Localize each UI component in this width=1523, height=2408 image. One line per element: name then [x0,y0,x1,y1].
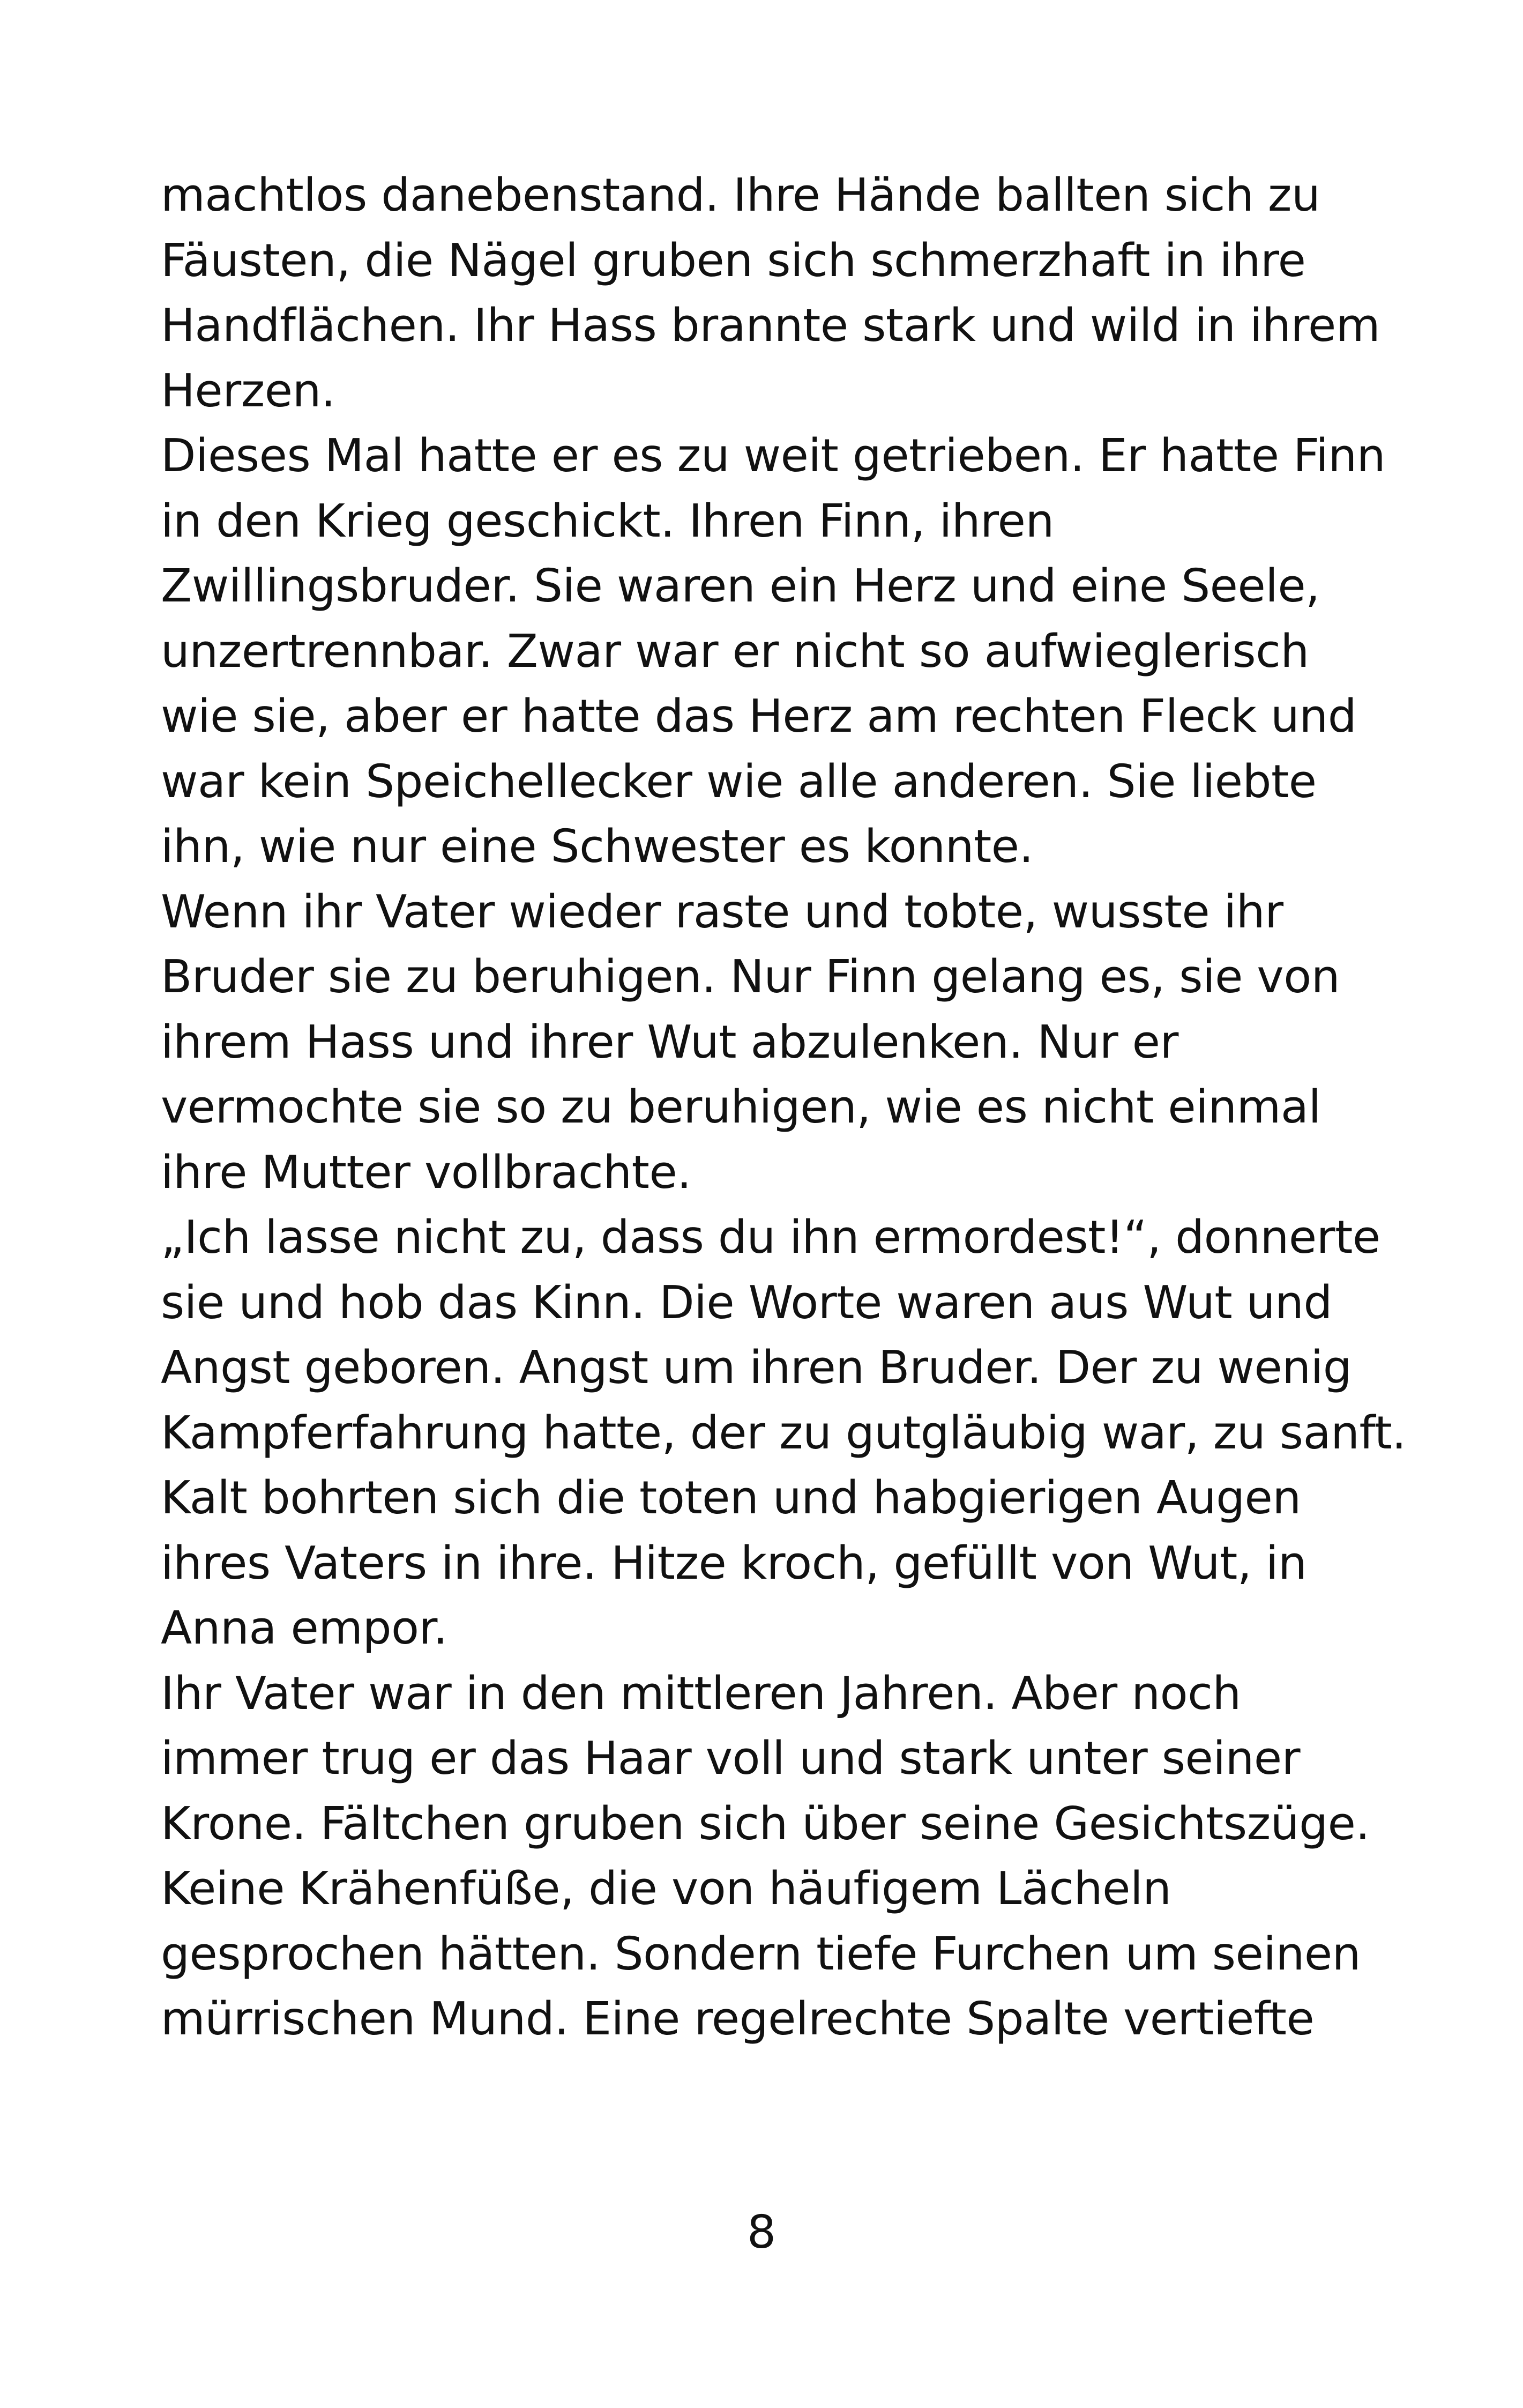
text-line: ihn, wie nur eine Schwester es konnte. [161,820,1034,873]
text-line: in den Krieg geschickt. Ihren Finn, ihren [161,494,1054,548]
text-line: Bruder sie zu beruhigen. Nur Finn gelang es, sie von [161,950,1340,1004]
text-line: Fäusten, die Nägel gruben sich schmerzhaft in ihre [161,234,1306,287]
body-text [161,163,1406,2052]
text-line: Wenn ihr Vater wieder raste und tobte, wusste ihr [161,885,1283,939]
text-line: Dieses Mal hatte er es zu weit getrieben. Er hatte Finn [161,429,1386,482]
text-line: war kein Speichellecker wie alle anderen. Sie liebte [161,755,1317,808]
text-line: vermochte sie so zu beruhigen, wie es nicht einmal [161,1081,1321,1134]
text-line: ihrem Hass und ihrer Wut abzulenken. Nur er [161,1015,1178,1069]
text-line: Zwillingsbruder. Sie waren ein Herz und eine Seele, [161,560,1320,613]
text-line: Anna empor. [161,1602,447,1655]
page-number: 8 [746,2206,777,2259]
text-line: mürrischen Mund. Eine regelrechte Spalte vertiefte [161,1993,1315,2046]
text-line: „Ich lasse nicht zu, dass du ihn ermordest!“, donnerte [161,1211,1380,1264]
text-line: gesprochen hätten. Sondern tiefe Furchen um seinen [161,1927,1361,1981]
text-line: Keine Krähenfüße, die von häufigem Lächeln [161,1862,1171,1915]
text-line: ihres Vaters in ihre. Hitze kroch, gefüllt von Wut, in [161,1536,1307,1590]
text-line: ihre Mutter vollbrachte. [161,1146,691,1199]
text-line: Herzen. [161,364,335,418]
text-line: Angst geboren. Angst um ihren Bruder. Der zu wenig [161,1341,1352,1394]
text-line: Handflächen. Ihr Hass brannte stark und wild in ihrem [161,299,1380,352]
text-line: unzertrennbar. Zwar war er nicht so aufwieglerisch [161,625,1309,678]
text-line: Ihr Vater war in den mittleren Jahren. Aber noch [161,1667,1241,1720]
text-line: machtlos danebenstand. Ihre Hände ballten sich zu [161,169,1320,222]
text-line: sie und hob das Kinn. Die Worte waren aus Wut und [161,1276,1332,1329]
text-line: Kampferfahrung hatte, der zu gutgläubig war, zu sanft. [161,1406,1406,1460]
text-line: wie sie, aber er hatte das Herz am rechten Fleck und [161,690,1357,743]
text-line: immer trug er das Haar voll und stark unter seiner [161,1732,1301,1785]
text-line: Kalt bohrten sich die toten und habgierigen Augen [161,1471,1301,1525]
text-line: Krone. Fältchen gruben sich über seine Gesichtszüge. [161,1797,1370,1850]
